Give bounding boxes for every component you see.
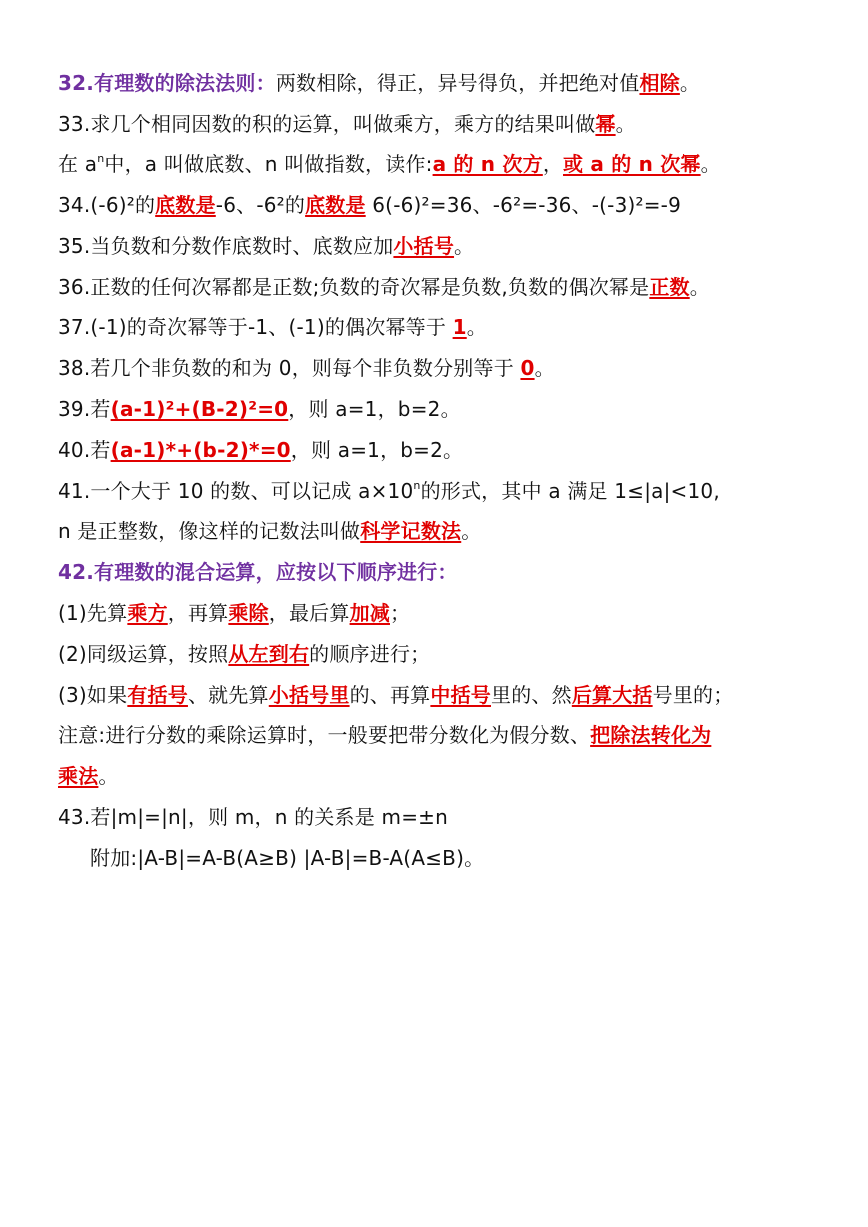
rule-41-cont-tail: 。 <box>461 519 482 543</box>
step-1-text-c: ，最后算 <box>268 601 350 625</box>
rule-38-text: 38.若几个非负数的和为 0，则每个非负数分别等于 <box>58 356 521 380</box>
note-tail: 。 <box>98 764 119 788</box>
addendum-text: 附加:|A-B|=A-B(A≥B) |A-B|=B-A(A≤B)。 <box>90 846 485 870</box>
rule-39-text: 39.若 <box>58 397 111 421</box>
rule-35-text: 35.当负数和分数作底数时、底数应加 <box>58 234 394 258</box>
rule-38-answer: 0 <box>520 356 535 380</box>
rule-42-note <box>58 722 711 748</box>
step-3-answer-2: 小括号里 <box>268 683 350 707</box>
rule-36-answer: 正数 <box>649 275 690 299</box>
step-2-answer: 从左到右 <box>228 642 310 666</box>
power-answer-1: a 的 n 次方 <box>432 152 543 176</box>
rule-33-text: 33.求几个相同因数的积的运算，叫做乘方，乘方的结果叫做 <box>58 112 596 136</box>
rule-32-heading: 32.有理数的除法法则： <box>58 71 276 95</box>
step-3-tail: 号里的； <box>652 683 734 707</box>
power-sep: ， <box>542 152 564 176</box>
rule-42-step-3 <box>58 682 733 708</box>
rule-33-power <box>58 151 721 177</box>
rule-40-answer: (a-1)*+(b-2)*=0 <box>110 438 291 462</box>
rule-34-answer-1: 底数是 <box>155 193 216 217</box>
rule-38-tail: 。 <box>534 356 555 380</box>
rule-40-text: 40.若 <box>58 438 111 462</box>
rule-36-tail: 。 <box>689 275 710 299</box>
rule-35-answer: 小括号 <box>393 234 455 258</box>
step-3-text-b: 、就先算 <box>187 683 269 707</box>
rule-32-text: 两数相除，得正，异号得负，并把绝对值 <box>275 71 640 95</box>
rule-35-tail: 。 <box>454 234 475 258</box>
step-3-text-a: (3)如果 <box>58 683 128 707</box>
rule-34 <box>58 192 681 218</box>
rule-43-addendum <box>90 845 484 871</box>
rule-37-tail: 。 <box>466 315 487 339</box>
power-text-b: 中，a 叫做底数、n 叫做指数，读作: <box>104 152 433 176</box>
step-1-answer-1: 乘方 <box>127 601 168 625</box>
step-1-answer-3: 加减 <box>349 601 390 625</box>
rule-43 <box>58 804 448 830</box>
step-1-answer-2: 乘除 <box>228 601 269 625</box>
rule-41-answer: 科学记数法 <box>360 519 462 543</box>
rule-34-answer-2: 底数是 <box>305 193 366 217</box>
step-3-answer-1: 有括号 <box>127 683 188 707</box>
rule-34-text-b: -6、-6²的 <box>215 193 306 217</box>
rule-41-text-a: 41.一个大于 10 的数、可以记成 a×10 <box>58 479 414 503</box>
rule-41-text-b: 的形式，其中 a 满足 1≤|a|<10, <box>420 479 720 503</box>
rule-42 <box>58 559 458 585</box>
note-answer-2: 乘法 <box>58 764 99 788</box>
step-2-text-a: (2)同级运算，按照 <box>58 642 229 666</box>
note-text: 注意:进行分数的乘除运算时，一般要把带分数化为假分数、 <box>58 723 591 747</box>
rule-43-text: 43.若|m|=|n|，则 m，n 的关系是 m=±n <box>58 805 448 829</box>
power-tail: 。 <box>700 152 721 176</box>
step-3-text-c: 的、再算 <box>349 683 431 707</box>
rule-37-answer: 1 <box>452 315 467 339</box>
rule-40-tail: ，则 a=1，b=2。 <box>290 438 464 462</box>
step-1-text-b: ，再算 <box>167 601 229 625</box>
rule-40 <box>58 437 463 463</box>
step-1-tail: ； <box>389 601 411 625</box>
step-2-tail: 的顺序进行； <box>309 642 431 666</box>
rule-41-superscript: n <box>413 479 421 492</box>
rule-34-text-a: 34.(-6)²的 <box>58 193 156 217</box>
rule-35 <box>58 233 474 259</box>
step-3-text-d: 里的、然 <box>491 683 572 707</box>
rule-41-cont-text: n 是正整数，像这样的记数法叫做 <box>58 519 361 543</box>
power-superscript: n <box>97 152 105 165</box>
rule-37 <box>58 314 487 340</box>
rule-33-answer: 幂 <box>595 112 616 136</box>
rule-37-text: 37.(-1)的奇次幂等于-1、(-1)的偶次幂等于 <box>58 315 453 339</box>
rule-34-text-c: 6(-6)²=36、-6²=-36、-(-3)²=-9 <box>365 193 682 217</box>
rule-42-step-1 <box>58 600 410 626</box>
rule-42-step-2 <box>58 641 430 667</box>
step-3-answer-3: 中括号 <box>430 683 491 707</box>
step-1-text-a: (1)先算 <box>58 601 128 625</box>
rule-42-note-cont <box>58 763 119 789</box>
note-answer-1: 把除法转化为 <box>590 723 712 747</box>
rule-39-tail: ，则 a=1，b=2。 <box>288 397 461 421</box>
rule-41 <box>58 478 720 504</box>
rule-33-tail: 。 <box>615 112 636 136</box>
rule-39-answer: (a-1)²+(B-2)²=0 <box>110 397 289 421</box>
rule-41-cont <box>58 518 481 544</box>
step-3-answer-4: 后算大括 <box>571 683 653 707</box>
rule-32-answer: 相除 <box>639 71 680 95</box>
power-answer-2: 或 a 的 n 次幂 <box>563 152 701 176</box>
rule-32 <box>58 70 700 96</box>
rule-42-heading: 42.有理数的混合运算，应按以下顺序进行： <box>58 560 458 584</box>
rule-39 <box>58 396 461 422</box>
rule-38 <box>58 355 555 381</box>
power-text-a: 在 a <box>58 152 98 176</box>
rule-32-tail: 。 <box>679 71 701 95</box>
rule-33 <box>58 111 636 137</box>
rule-36-text: 36.正数的任何次幂都是正数;负数的奇次幂是负数,负数的偶次幂是 <box>58 275 650 299</box>
rule-36 <box>58 274 710 300</box>
